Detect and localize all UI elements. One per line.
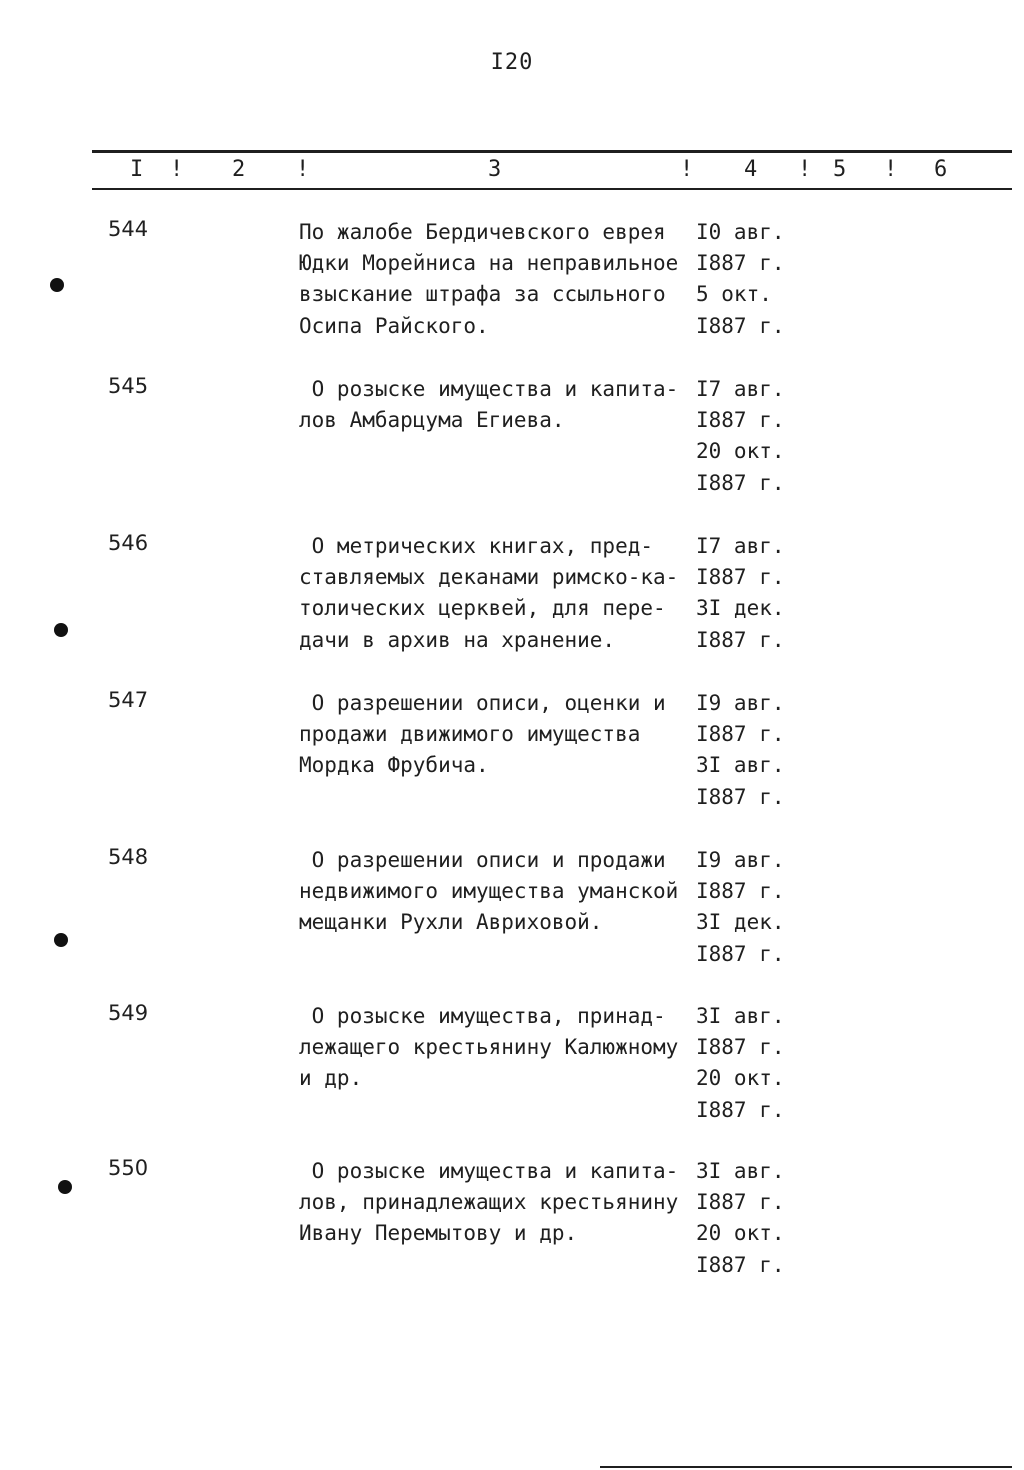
title-line: дачи в архив на хранение. (299, 627, 616, 652)
table-row (0, 1001, 1024, 1161)
date-line: 20 окт. (696, 1221, 785, 1246)
title-line: лов, принадлежащих крестьянину (299, 1190, 679, 1215)
entry-title (299, 1001, 678, 1095)
column-header-5: 5 (833, 157, 847, 182)
entry-number: 549 (108, 1001, 149, 1025)
punch-hole (54, 933, 68, 947)
date-line: I887 г. (696, 627, 785, 652)
table-header-rule (92, 188, 1012, 190)
title-line: взыскание штрафа за ссыльного (299, 282, 666, 307)
title-line: Осипа Райского. (299, 313, 489, 338)
date-line: I887 г. (696, 470, 785, 495)
date-line: I7 авг. (696, 377, 785, 401)
title-line: и др. (299, 1066, 363, 1091)
date-line: 3I дек. (696, 596, 785, 621)
title-line: О розыске имущества и капита- (299, 1159, 679, 1183)
entry-title (299, 217, 678, 342)
title-line: О разрешении описи и продажи (299, 848, 666, 872)
date-line: I887 г. (696, 313, 785, 338)
date-line: 20 окт. (696, 439, 785, 464)
date-line: I887 г. (696, 1035, 785, 1060)
date-line: I887 г. (696, 1252, 785, 1277)
date-line: I887 г. (696, 784, 785, 809)
date-line: I7 авг. (696, 534, 785, 558)
entry-number: 547 (108, 688, 149, 712)
date-line: I887 г. (696, 408, 785, 433)
entry-dates (696, 1156, 785, 1281)
title-line: недвижимого имущества уманской (299, 879, 679, 904)
date-line: I887 г. (696, 251, 785, 276)
column-header-3: 3 (488, 157, 502, 182)
title-line: О розыске имущества и капита- (299, 377, 679, 401)
page-bottom-rule (600, 1466, 1012, 1468)
entry-dates (696, 374, 785, 499)
table-row (0, 845, 1024, 1005)
title-line: лежащего крестьянину Калюжному (299, 1035, 679, 1060)
entry-dates (696, 217, 785, 342)
date-line: I887 г. (696, 565, 785, 590)
title-line: лов Амбарцума Егиева. (299, 408, 565, 433)
date-line: I9 авг. (696, 691, 785, 715)
punch-hole (58, 1180, 72, 1194)
entry-number: 548 (108, 845, 149, 869)
entry-title (299, 531, 678, 656)
entry-number: 544 (108, 217, 149, 241)
column-separator: ! (680, 157, 694, 182)
title-line: О разрешении описи, оценки и (299, 691, 666, 715)
entry-dates (696, 845, 785, 970)
column-separator: ! (884, 157, 898, 182)
date-line: I9 авг. (696, 848, 785, 872)
table-row (0, 374, 1024, 534)
entry-title (299, 374, 678, 436)
title-line: Юдки Морейниса на неправильное (299, 251, 679, 276)
date-line: 3I авг. (696, 1159, 785, 1183)
table-top-rule (92, 150, 1012, 153)
entry-title (299, 845, 678, 939)
entry-number: 546 (108, 531, 149, 555)
date-line: I887 г. (696, 879, 785, 904)
title-line: ставляемых деканами римско-ка- (299, 565, 679, 590)
title-line: толических церквей, для пере- (299, 596, 666, 621)
entry-dates (696, 1001, 785, 1126)
title-line: О розыске имущества, принад- (299, 1004, 666, 1028)
column-header-6: 6 (934, 157, 948, 182)
entry-title (299, 688, 666, 782)
date-line: I887 г. (696, 722, 785, 747)
entry-dates (696, 688, 785, 813)
title-line: Мордка Фрубича. (299, 753, 489, 778)
entry-dates (696, 531, 785, 656)
table-row (0, 217, 1024, 377)
punch-hole (50, 278, 64, 292)
date-line: 3I авг. (696, 1004, 785, 1028)
date-line: 20 окт. (696, 1066, 785, 1091)
title-line: Ивану Перемытову и др. (299, 1221, 578, 1246)
column-separator: ! (798, 157, 812, 182)
title-line: О метрических книгах, пред- (299, 534, 654, 558)
title-line: продажи движимого имущества (299, 722, 641, 747)
table-row (0, 1156, 1024, 1316)
column-header-4: 4 (744, 157, 758, 182)
date-line: 3I авг. (696, 753, 785, 778)
column-header-2: 2 (232, 157, 246, 182)
date-line: 5 окт. (696, 282, 772, 307)
date-line: I887 г. (696, 941, 785, 966)
page-number: I20 (490, 50, 534, 75)
entry-number: 550 (108, 1156, 149, 1180)
table-row (0, 688, 1024, 848)
table-row (0, 531, 1024, 691)
column-separator: ! (296, 157, 310, 182)
date-line: I887 г. (696, 1190, 785, 1215)
date-line: I887 г. (696, 1097, 785, 1122)
entry-number: 545 (108, 374, 149, 398)
date-line: 3I дек. (696, 910, 785, 935)
entry-title (299, 1156, 678, 1250)
title-line: мещанки Рухли Аврихoвой. (299, 910, 603, 935)
column-separator: ! (170, 157, 184, 182)
title-line: По жалобе Бердичевского еврея (299, 220, 666, 244)
column-header-1: I (130, 157, 144, 182)
punch-hole (54, 623, 68, 637)
date-line: I0 авг. (696, 220, 785, 244)
